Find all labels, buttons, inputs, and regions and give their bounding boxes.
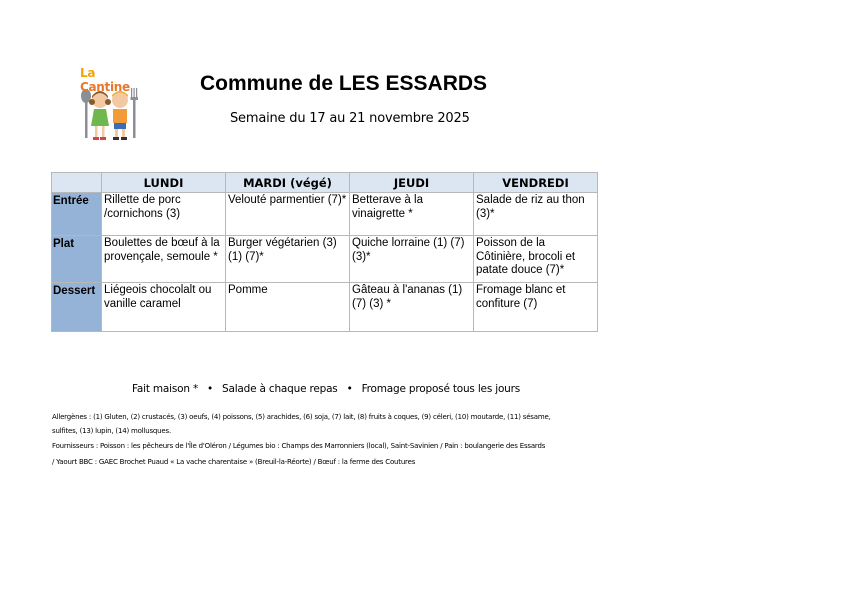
menu-cell: Quiche lorraine (1) (7) (3)* xyxy=(350,236,474,283)
menu-notes xyxy=(132,383,520,395)
logo-text xyxy=(80,66,146,94)
menu-cell: Boulettes de bœuf à la provençale, semoule * xyxy=(102,236,226,283)
menu-row-dessert xyxy=(52,283,598,332)
menu-cell: Poisson de la Côtinière, brocoli et patate douce (7)* xyxy=(474,236,598,283)
allergens-line-2: sulfites, (13) lupin, (14) mollusques. xyxy=(52,427,171,435)
menu-table xyxy=(51,172,598,332)
logo-text-la: La xyxy=(80,66,96,80)
suppliers-line-2: / Yaourt BBC : GAEC Brochet Puaud « La vache charentaise » (Breuil-la-Réorte) / Bœuf : la ferme des Coutures xyxy=(52,458,416,466)
menu-cell: Burger végétarien (3) (1) (7)* xyxy=(226,236,350,283)
menu-cell: Rillette de porc /cornichons (3) xyxy=(102,193,226,236)
menu-cell: Gâteau à l'ananas (1) (7) (3) * xyxy=(350,283,474,332)
bullet-separator: • xyxy=(346,383,353,395)
menu-row-plat xyxy=(52,236,598,283)
bullet-separator: • xyxy=(207,383,213,395)
menu-cell: Salade de riz au thon (3)* xyxy=(474,193,598,236)
menu-row-entree xyxy=(52,193,598,236)
note-salade: Salade à chaque repas xyxy=(222,383,338,395)
suppliers-line-1: Fournisseurs : Poisson : les pêcheurs de l'Île d'Oléron / Légumes bio : Champs des Marronniers (local), Saint-Savinien / Pain : boulangerie des Essards xyxy=(52,442,546,450)
row-label-dessert: Dessert xyxy=(52,283,102,332)
page-title: Commune de LES ESSARDS xyxy=(200,72,488,95)
menu-cell: Velouté parmentier (7)* xyxy=(226,193,350,236)
allergens-line-1: Allergènes : (1) Gluten, (2) crustacés, (3) oeufs, (4) poissons, (5) arachides, (6) soja, (7) lait, (8) fruits à coques, (9) céleri, (10) moutarde, (11) sésame, xyxy=(52,413,551,421)
la-cantine-logo xyxy=(74,66,146,146)
column-header-vendredi: VENDREDI xyxy=(474,173,598,193)
column-header-mardi: MARDI (végé) xyxy=(226,173,350,193)
menu-cell: Pomme xyxy=(226,283,350,332)
row-label-entree: Entrée xyxy=(52,193,102,236)
menu-cell: Fromage blanc et confiture (7) xyxy=(474,283,598,332)
menu-cell: Betterave à la vinaigrette * xyxy=(350,193,474,236)
column-header-jeudi: JEUDI xyxy=(350,173,474,193)
column-header-lundi: LUNDI xyxy=(102,173,226,193)
menu-header-row xyxy=(52,173,598,193)
logo-text-cantine: Cantine xyxy=(80,80,130,94)
note-fromage: Fromage proposé tous les jours xyxy=(361,383,521,395)
menu-cell: Liégeois chocolalt ou vanille caramel xyxy=(102,283,226,332)
menu-corner-cell xyxy=(52,173,102,193)
week-subtitle: Semaine du 17 au 21 novembre 2025 xyxy=(230,111,470,126)
row-label-plat: Plat xyxy=(52,236,102,283)
note-fait-maison: Fait maison * xyxy=(132,383,198,395)
